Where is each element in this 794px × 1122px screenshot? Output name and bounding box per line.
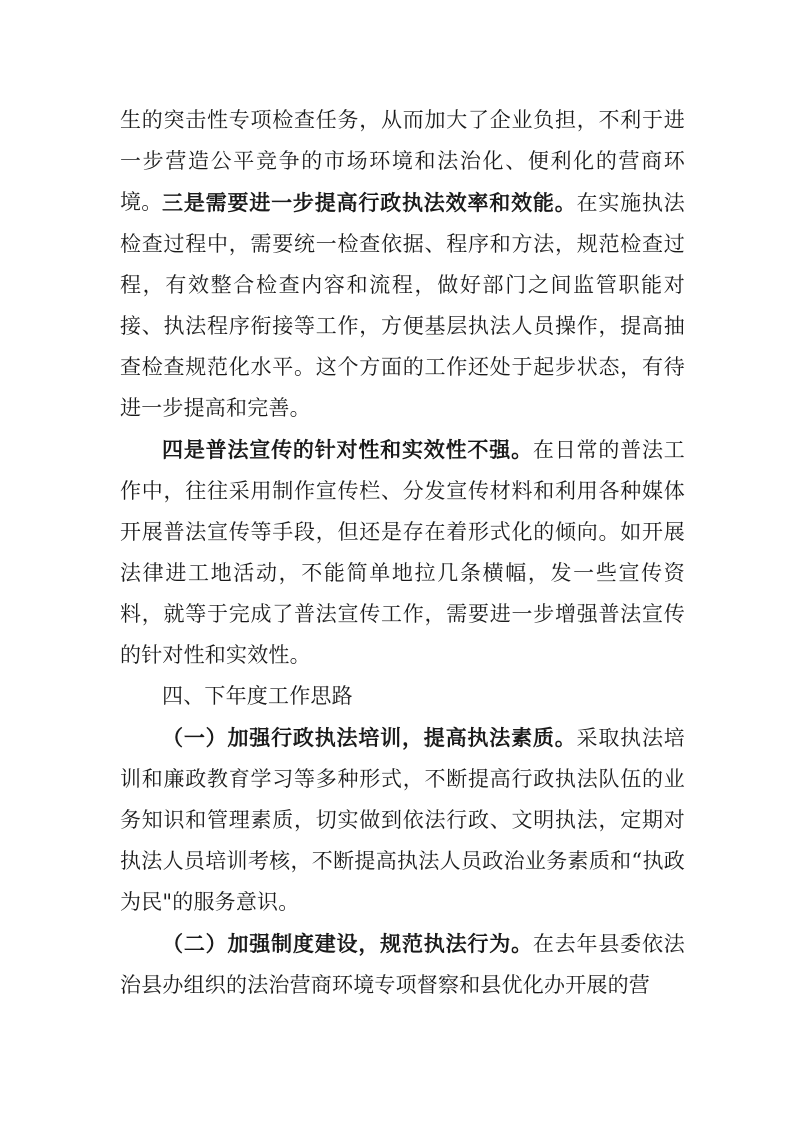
paragraph-text: 采取执法培训和廉政教育学习等多种形式，不断提高行政执法队伍的业务知识和管理素质，切实做到依法行政、文明执法，定期对执法人员培训考核，不断提高执法人员政治业务素质和“执政为民"的服务意识。 bbox=[120, 726, 685, 914]
paragraph-system bbox=[120, 923, 685, 1006]
paragraph-lead: 四是普法宣传的针对性和实效性不强。 bbox=[162, 437, 533, 462]
paragraph-efficiency bbox=[120, 182, 685, 429]
section-heading: 四、下年度工作思路 bbox=[162, 684, 353, 708]
paragraph-text: 在日常的普法工作中，往往采用制作宣传栏、分发宣传材料和利用各种媒体开展普法宣传等手段，但还是存在着形式化的倾向。如开展法律进工地活动，不能简单地拉几条横幅，发一些宣传资料，就等于完成了普法宣传工作，需要进一步增强普法宣传的针对性和实效性。 bbox=[120, 438, 685, 667]
body-text bbox=[120, 923, 685, 1006]
body-text bbox=[120, 429, 685, 676]
paragraph-text: 在实施执法检查过程中，需要统一检查依据、程序和方法，规范检查过程，有效整合检查内容和流程，做好部门之间监管职能对接、执法程序衔接等工作，方便基层执法人员操作，提高抽查检查规范化水平。这个方面的工作还处于起步状态，有待进一步提高和完善。 bbox=[120, 191, 685, 420]
body-text bbox=[120, 182, 685, 429]
paragraph-training bbox=[120, 717, 685, 923]
body-text bbox=[120, 676, 685, 717]
paragraph-publicity bbox=[120, 429, 685, 676]
body-text bbox=[120, 717, 685, 923]
paragraph-lead: （一）加强行政执法培训，提高执法素质。 bbox=[162, 725, 577, 750]
paragraph-text: 在去年县委依法治县办组织的法治营商环境专项督察和县优化办开展的营 bbox=[120, 932, 685, 997]
paragraph-lead: （二）加强制度建设，规范执法行为。 bbox=[162, 931, 533, 956]
paragraph-text: 生的突击性专项检查任务，从而加大了企业负担，不利于进一步营造公平竞争的市场环境和法治化、便利化的营商环境。 bbox=[120, 108, 685, 214]
paragraph-lead: 三是需要进一步提高行政执法效率和效能。 bbox=[162, 190, 577, 215]
